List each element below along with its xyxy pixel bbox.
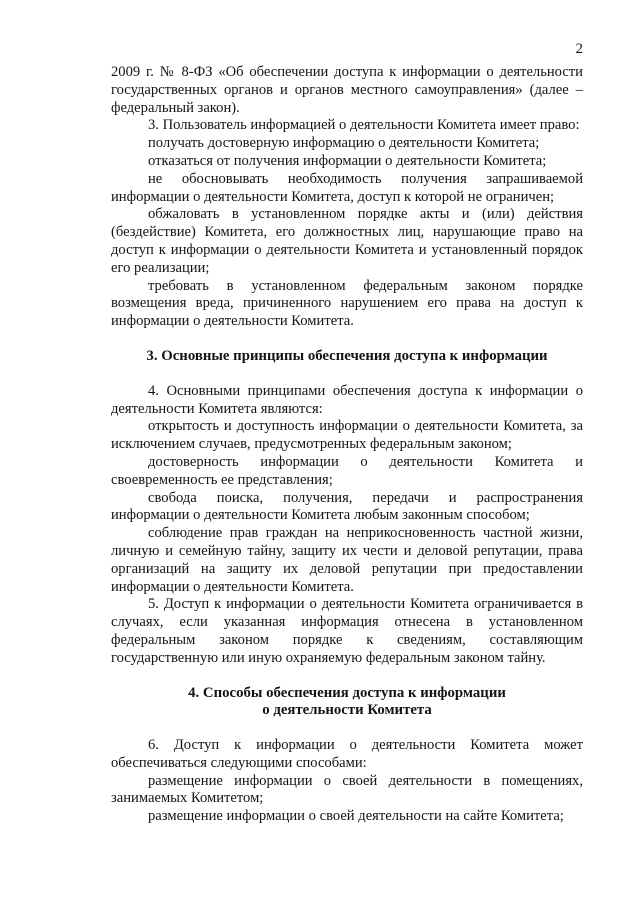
document-body [111,64,583,826]
paragraph: 2009 г. № 8-ФЗ «Об обеспечении доступа к информации о деятельности государственных органов и органов местного самоуправления» (далее – федеральный закон). [111,64,583,116]
list-item: обжаловать в установленном порядке акты и (или) действия (бездействие) Комитета, его должностных лиц, нарушающие право на доступ к информации о деятельности Комитета и установленный порядок его реализации; [111,206,583,276]
list-item: свобода поиска, получения, передачи и распространения информации о деятельности Комитета любым законным способом; [111,489,583,524]
page-number: 2 [575,41,583,57]
paragraph: 5. Доступ к информации о деятельности Комитета ограничивается в случаях, если указанная информация отнесена в установленном федеральным законом порядке к сведениям, составляющим государственную или иную охраняемую федеральным законом тайну. [111,596,583,666]
paragraph: 6. Доступ к информации о деятельности Комитета может обеспечиваться следующими способами: [111,737,583,771]
section-heading: 3. Основные принципы обеспечения доступа к информации [146,347,548,364]
section-heading-line-1: 4. Способы обеспечения доступа к информации [188,684,506,701]
list-item: размещение информации о своей деятельности в помещениях, занимаемых Комитетом; [111,772,583,807]
list-item: отказаться от получения информации о деятельности Комитета; [148,152,547,169]
list-item: получать достоверную информацию о деятельности Комитета; [148,135,540,152]
list-item: не обосновывать необходимость получения запрашиваемой информации о деятельности Комитета, доступ к которой не ограничен; [111,170,583,205]
paragraph: 4. Основными принципами обеспечения доступа к информации о деятельности Комитета являются: [111,382,583,417]
section-heading-line-2: о деятельности Комитета [262,702,432,719]
paragraph: 3. Пользователь информацией о деятельности Комитета имеет право: [148,117,580,134]
list-item: достоверность информации о деятельности Комитета и своевременность ее представления; [111,453,583,488]
list-item: размещение информации о своей деятельности на сайте Комитета; [148,808,564,825]
list-item: соблюдение прав граждан на неприкосновенность частной жизни, личную и семейную тайну, защиту их чести и деловой репутации, права организаций на защиту их деловой репутации при предоставлении информации о деятельности Комитета. [111,525,583,595]
list-item: открытость и доступность информации о деятельности Комитета, за исключением случаев, предусмотренных федеральным законом; [111,418,583,453]
list-item: требовать в установленном федеральным законом порядке возмещения вреда, причиненного нарушением его права на доступ к информации о деятельности Комитета. [111,277,583,330]
